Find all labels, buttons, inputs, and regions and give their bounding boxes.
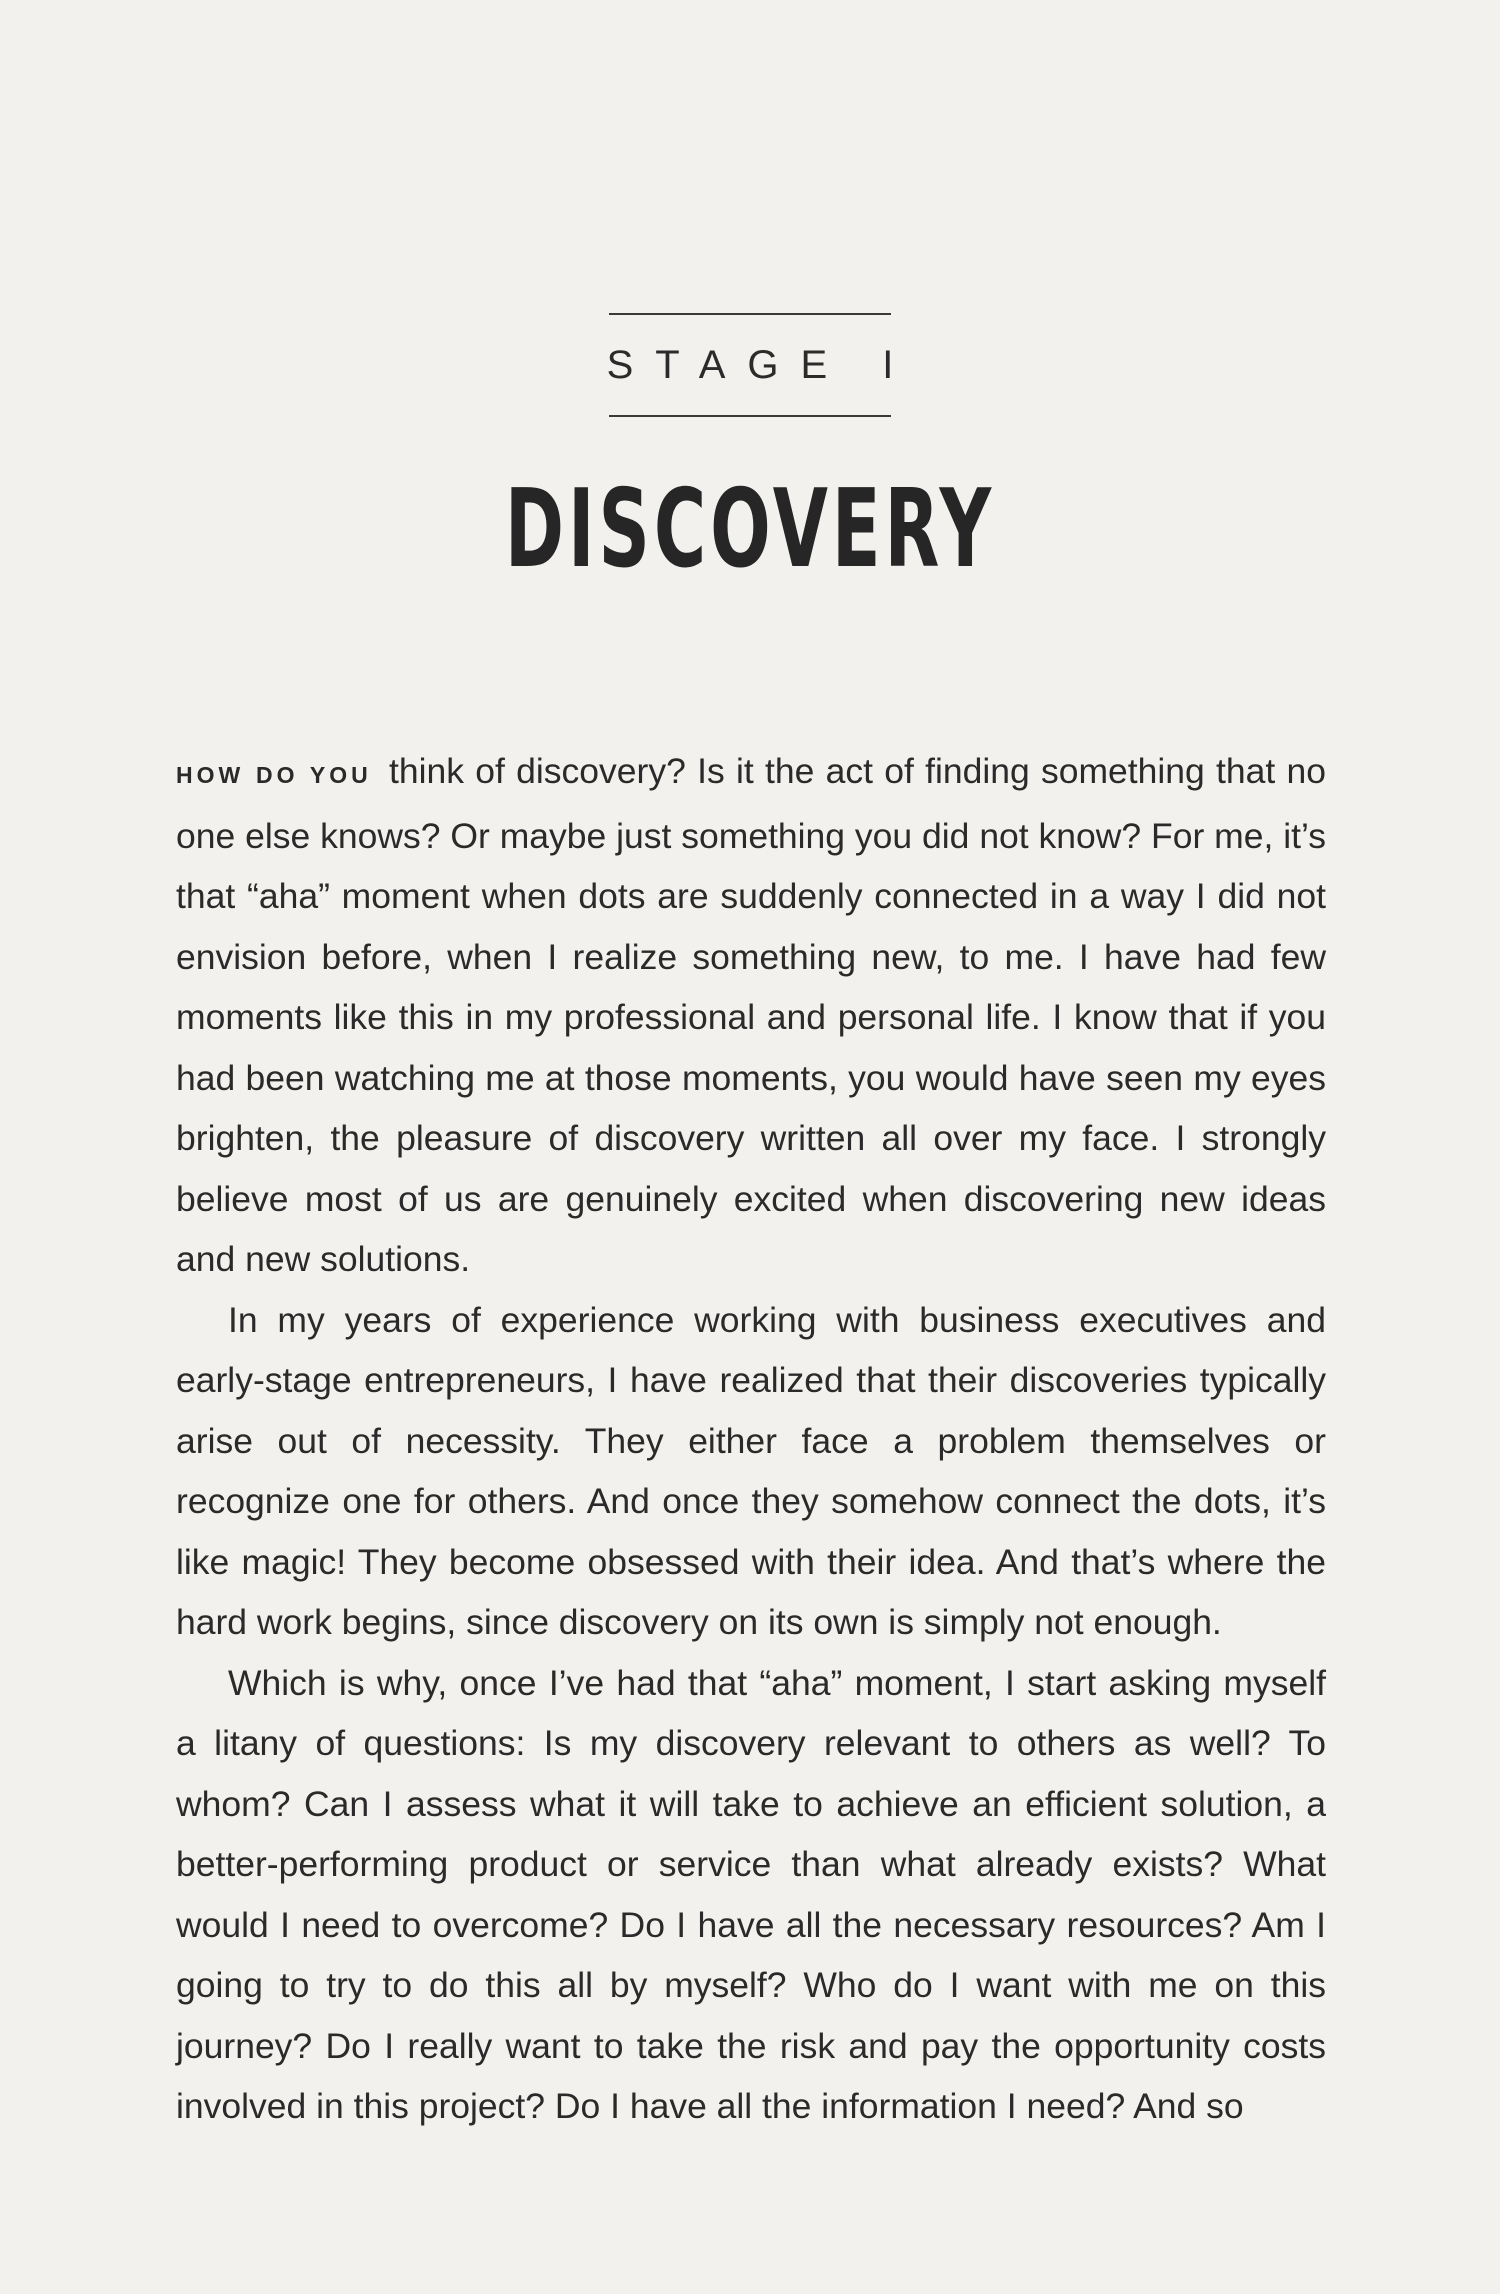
stage-heading xyxy=(0,313,1500,417)
chapter-title: DISCOVERY xyxy=(504,467,996,592)
paragraph-2: In my years of experience working with business executives and early-stage entrepreneurs, I have realized that their discoveries typically arise out of necessity. They either face a problem themselves or recognize one for others. And once they somehow connect the dots, it’s like magic! They become obsessed with their idea. And that’s where the hard work begins, since discovery on its own is simply not enough. xyxy=(176,1299,1326,1642)
stage-label: STAGE I xyxy=(606,343,916,387)
top-rule xyxy=(609,313,891,315)
body-text xyxy=(176,741,1326,2137)
lead-in-small-caps: HOW DO YOU xyxy=(176,762,372,788)
bottom-rule xyxy=(609,415,891,417)
paragraph-3: Which is why, once I’ve had that “aha” moment, I start asking myself a litany of questions: Is my discovery relevant to others as well? To whom? Can I assess what it will take to achieve an efficient solution, a better-performing product or service than what already exists? What would I need to overcome? Do I have all the necessary resources? Am I going to try to do this all by myself? Who do I want with me on this journey? Do I really want to take the risk and pay the opportunity costs involved in this project? Do I have all the information I need? And so xyxy=(176,1662,1326,2126)
paragraph-1 xyxy=(176,741,1326,1290)
paragraph-1-text: think of discovery? Is it the act of finding something that no one else knows? Or maybe just something you did not know? For me, it’s that “aha” moment when dots are suddenly connected in a way I did not envision before, when I realize something new, to me. I have had few moments like this in my professional and personal life. I know that if you had been watching me at those moments, you would have seen my eyes brighten, the pleasure of discovery written all over my face. I strongly believe most of us are genuinely excited when discovering new ideas and new solutions. xyxy=(176,751,1327,1279)
